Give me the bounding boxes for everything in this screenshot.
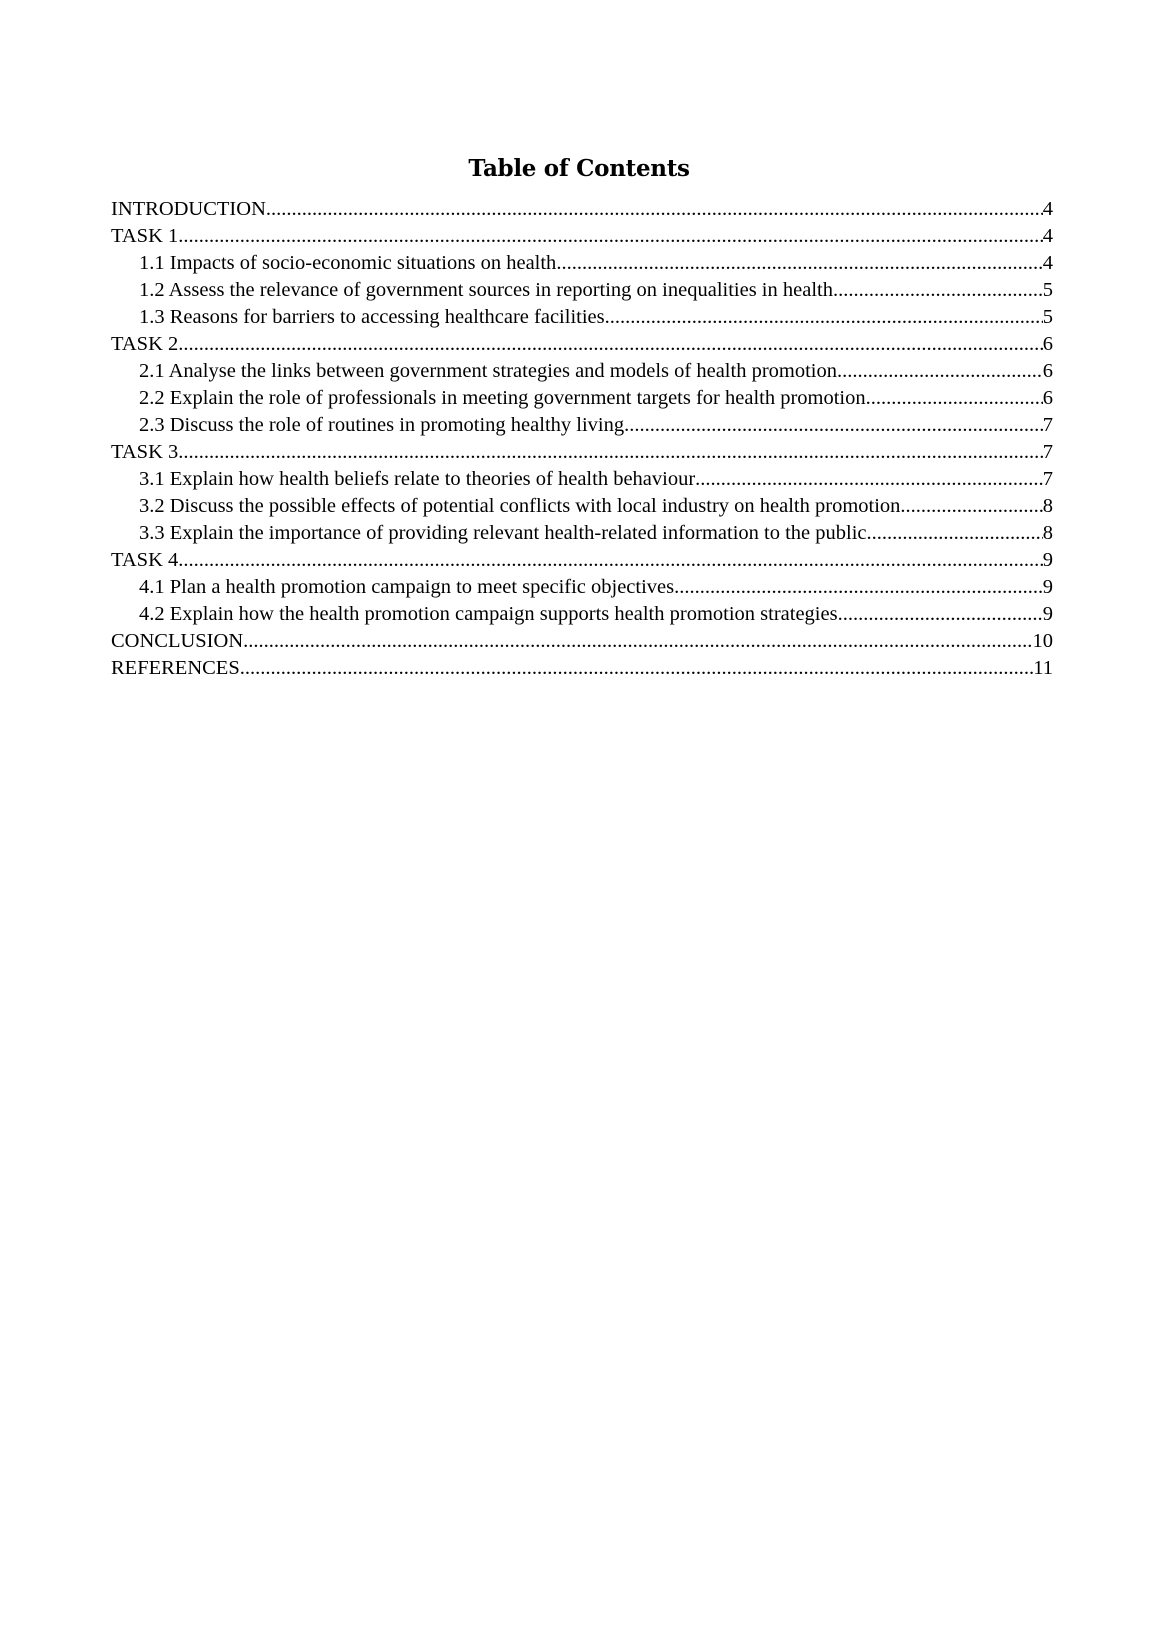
toc-entry[interactable] xyxy=(111,304,1053,331)
toc-entry[interactable] xyxy=(111,358,1053,385)
toc-entry-label: 1.2 Assess the relevance of government sources in reporting on inequalities in health xyxy=(139,279,833,301)
toc-entry-label: TASK 3 xyxy=(111,441,179,463)
toc-entry-page-number: 9 xyxy=(1042,549,1053,571)
toc-entry-page-number: 9 xyxy=(1042,603,1053,625)
toc-dot-leader xyxy=(240,655,1034,682)
toc-entry[interactable] xyxy=(111,628,1053,655)
toc-entry-page-number: 4 xyxy=(1042,198,1053,220)
toc-dot-leader xyxy=(178,331,1042,358)
toc-entry-page-number: 8 xyxy=(1042,522,1053,544)
toc-dot-leader xyxy=(866,385,1043,412)
toc-entry-label: 1.1 Impacts of socio-economic situations on health xyxy=(139,252,557,274)
toc-entry-page-number: 7 xyxy=(1042,414,1053,436)
toc-dot-leader xyxy=(867,520,1043,547)
toc-entry[interactable] xyxy=(111,223,1053,250)
toc-dot-leader xyxy=(243,628,1032,655)
toc-entry-label: TASK 1 xyxy=(111,225,179,247)
toc-entry-page-number: 5 xyxy=(1042,306,1053,328)
toc-dot-leader xyxy=(556,250,1042,277)
toc-title: Table of Contents xyxy=(468,155,690,182)
toc-dot-leader xyxy=(178,547,1042,574)
toc-entry-page-number: 4 xyxy=(1042,252,1053,274)
toc-entry-label: TASK 4 xyxy=(111,549,179,571)
toc-entry-label: 4.2 Explain how the health promotion campaign supports health promotion strategies xyxy=(139,603,838,625)
toc-dot-leader xyxy=(178,223,1042,250)
toc-entry[interactable] xyxy=(111,331,1053,358)
toc-entry[interactable] xyxy=(111,493,1053,520)
toc-entry-label: 3.3 Explain the importance of providing relevant health-related information to the public xyxy=(139,522,867,544)
toc-entry[interactable] xyxy=(111,574,1053,601)
toc-entry-label: CONCLUSION xyxy=(111,630,244,652)
toc-entry-page-number: 7 xyxy=(1042,468,1053,490)
toc-entry-page-number: 6 xyxy=(1042,360,1053,382)
toc-entry[interactable] xyxy=(111,412,1053,439)
toc-entry[interactable] xyxy=(111,655,1053,682)
toc-entry[interactable] xyxy=(111,520,1053,547)
toc-entry[interactable] xyxy=(111,439,1053,466)
toc-list xyxy=(111,196,1053,682)
toc-entry[interactable] xyxy=(111,547,1053,574)
toc-dot-leader xyxy=(178,439,1042,466)
toc-entry-label: 1.3 Reasons for barriers to accessing healthcare facilities xyxy=(139,306,605,328)
toc-dot-leader xyxy=(900,493,1042,520)
toc-entry-label: 2.2 Explain the role of professionals in meeting government targets for health promotion xyxy=(139,387,866,409)
toc-entry-page-number: 7 xyxy=(1042,441,1053,463)
toc-entry[interactable] xyxy=(111,466,1053,493)
toc-entry-page-number: 11 xyxy=(1033,657,1053,679)
toc-entry[interactable] xyxy=(111,277,1053,304)
toc-entry-label: 2.3 Discuss the role of routines in promoting healthy living xyxy=(139,414,625,436)
toc-entry-page-number: 10 xyxy=(1032,630,1053,652)
toc-dot-leader xyxy=(838,601,1043,628)
toc-entry-label: 3.1 Explain how health beliefs relate to theories of health behaviour xyxy=(139,468,696,490)
toc-entry-label: REFERENCES xyxy=(111,657,240,679)
toc-dot-leader xyxy=(674,574,1043,601)
toc-dot-leader xyxy=(624,412,1043,439)
toc-dot-leader xyxy=(833,277,1043,304)
toc-dot-leader xyxy=(266,196,1043,223)
toc-entry-page-number: 8 xyxy=(1042,495,1053,517)
toc-entry[interactable] xyxy=(111,196,1053,223)
toc-entry-page-number: 4 xyxy=(1042,225,1053,247)
toc-dot-leader xyxy=(605,304,1043,331)
toc-entry-label: 2.1 Analyse the links between government strategies and models of health promotion xyxy=(139,360,837,382)
toc-dot-leader xyxy=(837,358,1043,385)
toc-entry-label: INTRODUCTION xyxy=(111,198,266,220)
toc-entry[interactable] xyxy=(111,601,1053,628)
toc-dot-leader xyxy=(695,466,1043,493)
toc-entry-label: TASK 2 xyxy=(111,333,179,355)
toc-entry[interactable] xyxy=(111,385,1053,412)
toc-entry-page-number: 6 xyxy=(1042,387,1053,409)
toc-entry[interactable] xyxy=(111,250,1053,277)
toc-entry-page-number: 9 xyxy=(1042,576,1053,598)
toc-entry-label: 4.1 Plan a health promotion campaign to meet specific objectives xyxy=(139,576,675,598)
toc-entry-page-number: 6 xyxy=(1042,333,1053,355)
toc-entry-page-number: 5 xyxy=(1042,279,1053,301)
toc-entry-label: 3.2 Discuss the possible effects of potential conflicts with local industry on health promotion xyxy=(139,495,901,517)
